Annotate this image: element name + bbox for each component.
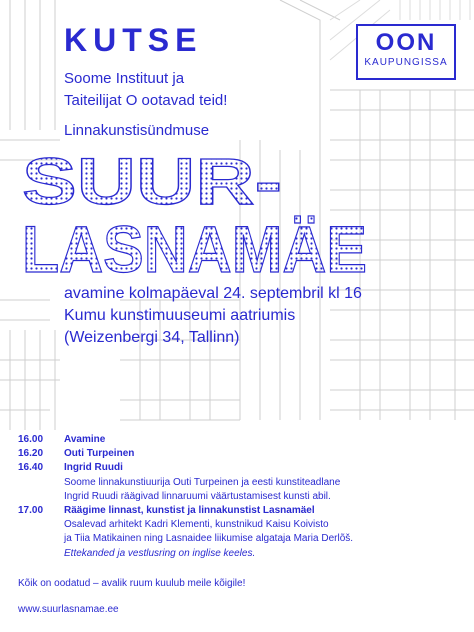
program-time: 16.00	[18, 434, 44, 445]
intro-line-2: Taiteilijat O ootavad teid!	[64, 92, 228, 109]
intro-line-1: Soome Instituut ja	[64, 70, 185, 87]
details-line-3: (Weizenbergi 34, Tallinn)	[64, 329, 240, 346]
headline-line-2: LASNAMÄE	[22, 212, 367, 282]
website-link[interactable]: www.suurlasnamae.ee	[18, 604, 119, 615]
program-description: Osalevad arhitekt Kadri Klementi, kunstnikud Kaisu Koivisto	[64, 519, 329, 531]
footer-welcome-text: Kõik on oodatud – avalik ruum kuulub meile kõigile!	[18, 578, 246, 589]
event-details	[64, 283, 362, 349]
program-schedule	[18, 433, 458, 561]
program-time: 17.00	[18, 505, 44, 517]
logo-sub-text: KAUPUNGISSA	[364, 57, 448, 68]
program-time: 16.20	[18, 448, 44, 460]
headline-suur-lasnamae	[0, 142, 474, 282]
program-item	[18, 447, 458, 461]
intro-text	[64, 68, 227, 112]
program-title: Räägime linnast, kunstist ja linnakunstist Lasnamäel	[64, 505, 315, 517]
headline-line-1: SUUR-	[22, 144, 282, 218]
event-subtitle: Linnakunstisündmuse	[64, 122, 210, 139]
program-description: Soome linnakunstiuurija Outi Turpeinen ja eesti kunstiteadlane	[64, 476, 341, 488]
oon-kaupungissa-logo	[356, 24, 456, 80]
logo-main-text: OON	[375, 29, 437, 56]
program-language-note: Ettekanded ja vestlusring on inglise keeles.	[64, 547, 256, 559]
program-item	[18, 433, 458, 447]
invitation-title: KUTSE	[64, 22, 203, 58]
program-title: Ingrid Ruudi	[64, 462, 123, 474]
program-description: Ingrid Ruudi räägivad linnaruumi väärtustamisest kunsti abil.	[64, 490, 331, 502]
details-line-1: avamine kolmapäeval 24. septembril kl 16	[64, 285, 362, 302]
program-item	[18, 504, 458, 518]
program-time: 16.40	[18, 462, 44, 474]
details-line-2: Kumu kunstimuuseumi aatriumis	[64, 307, 296, 324]
program-title: Avamine	[64, 434, 106, 445]
program-description: ja Tiia Matikainen ning Lasnaidee liikumise algataja Maria Derlõš.	[64, 533, 354, 545]
program-item	[18, 461, 458, 475]
program-title: Outi Turpeinen	[64, 448, 135, 460]
